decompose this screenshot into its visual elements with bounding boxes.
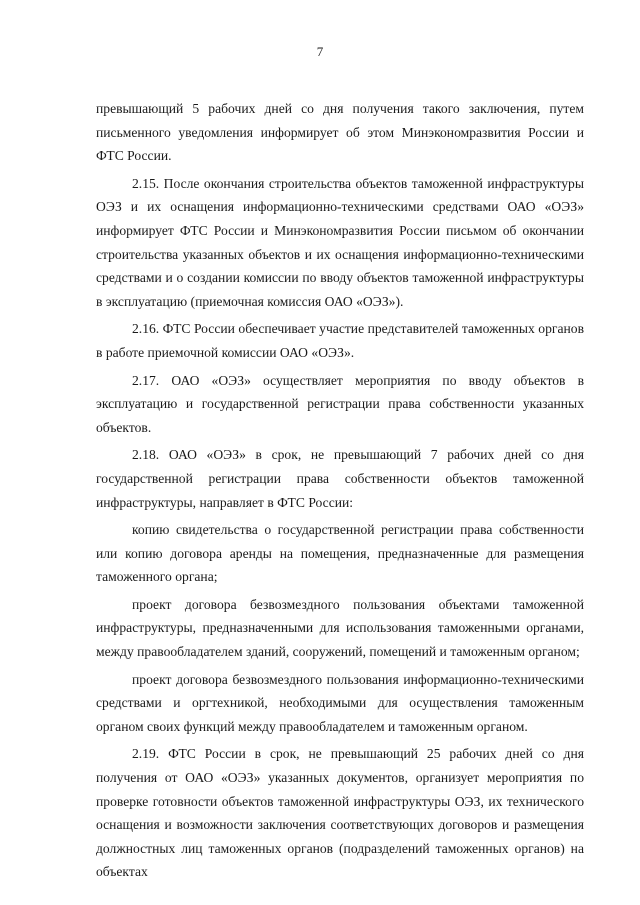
paragraph-2-15: 2.15. После окончания строительства объектов таможенной инфраструктуры ОЭЗ и их оснащения информационно-техническими средствами ОАО «ОЭЗ» информирует ФТС России и Минэкономразвития России письмом об окончании строительства указанных объектов и их оснащения информационно-техническими средствами и о создании комиссии по вводу объектов таможенной инфраструктуры в эксплуатацию (приемочная комиссия ОАО «ОЭЗ»). [96, 175, 584, 309]
list-item-equipment-contract: проект договора безвозмездного пользования информационно-техническими средствами и оргтехникой, необходимыми для осуществления таможенным органом своих функций между правообладателем и таможенным органом. [96, 671, 584, 734]
page-number: 7 [316, 44, 324, 59]
list-item-certificate-copy: копию свидетельства о государственной регистрации права собственности или копию договора аренды на помещения, предназначенные для размещения таможенного органа; [96, 522, 584, 585]
document-body [96, 97, 584, 884]
paragraph-2-17: 2.17. ОАО «ОЭЗ» осуществляет мероприятия по вводу объектов в эксплуатацию и государственной регистрации права собственности указанных объектов. [96, 372, 584, 435]
paragraph-2-18: 2.18. ОАО «ОЭЗ» в срок, не превышающий 7 рабочих дней со дня государственной регистрации права собственности объектов таможенной инфраструктуры, направляет в ФТС России: [96, 447, 584, 510]
paragraph-2-19: 2.19. ФТС России в срок, не превышающий 25 рабочих дней со дня получения от ОАО «ОЭЗ» указанных документов, организует мероприятия по проверке готовности объектов таможенной инфраструктуры ОЭЗ, их технического оснащения и возможности заключения соответствующих договоров и размещения должностных лиц таможенных органов (подразделений таможенных органов) на объектах [96, 746, 584, 880]
paragraph-continuation: превышающий 5 рабочих дней со дня получения такого заключения, путем письменного уведомления информирует об этом Минэкономразвития России и ФТС России. [96, 101, 584, 164]
list-item-infrastructure-contract: проект договора безвозмездного пользования объектами таможенной инфраструктуры, предназначенными для использования таможенными органами, между правообладателем зданий, сооружений, помещений и таможенным органом; [96, 596, 584, 660]
paragraph-2-16: 2.16. ФТС России обеспечивает участие представителей таможенных органов в работе приемочной комиссии ОАО «ОЭЗ». [96, 321, 584, 360]
